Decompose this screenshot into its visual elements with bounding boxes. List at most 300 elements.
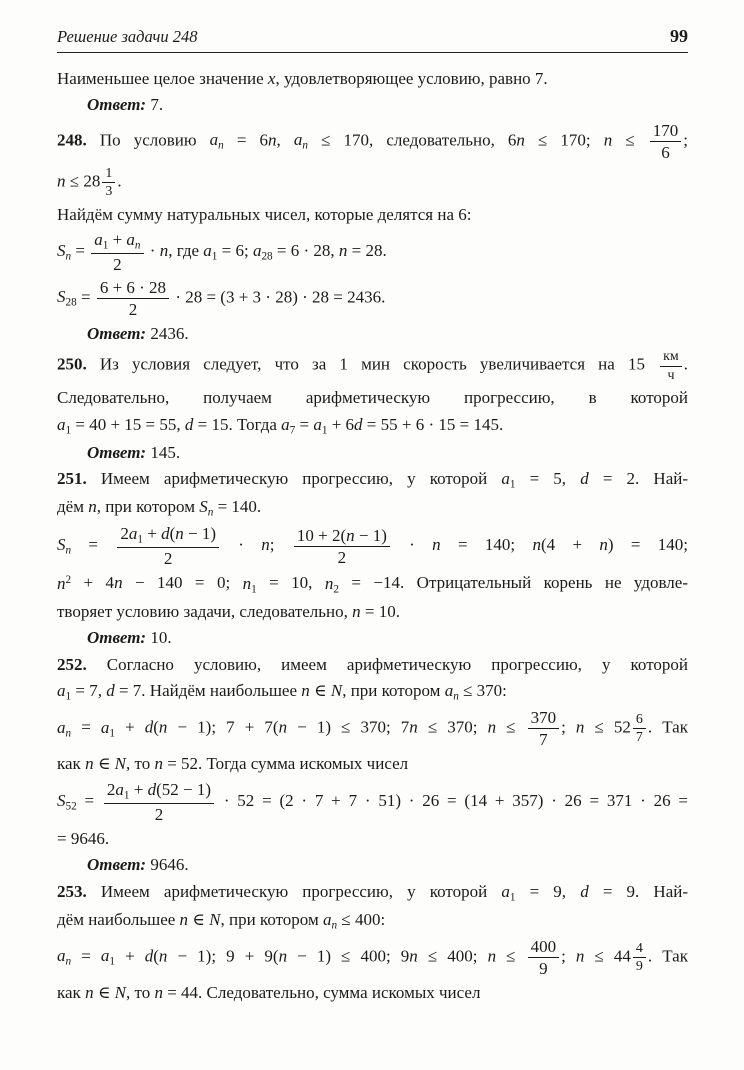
text-run: ∈ bbox=[93, 982, 115, 1002]
variable-base: a bbox=[100, 946, 110, 966]
text-line bbox=[57, 627, 688, 649]
math-variable: n bbox=[268, 130, 277, 150]
math-variable: n bbox=[158, 717, 168, 737]
subscript: 28 bbox=[65, 296, 77, 309]
fraction-numerator bbox=[102, 166, 115, 183]
fraction-denominator bbox=[110, 254, 125, 274]
text-run: + bbox=[114, 717, 145, 737]
fraction-numerator bbox=[528, 708, 560, 729]
text-run: = 140. bbox=[213, 497, 262, 517]
text-run: 2 bbox=[154, 804, 164, 824]
text-run: = 6 · 28, bbox=[272, 240, 339, 260]
math-variable bbox=[293, 130, 308, 152]
text-run: = 55 + 6 · 15 = 145. bbox=[362, 414, 504, 434]
text-run: = bbox=[76, 790, 102, 810]
variable-base: a bbox=[281, 414, 290, 434]
text-run: Наименьшее целое значение bbox=[57, 69, 268, 88]
text-run: = 9, bbox=[515, 881, 581, 901]
text-run: . bbox=[117, 171, 122, 191]
math-variable bbox=[57, 535, 72, 557]
text-run: ≤ 170, следовательно, 6 bbox=[308, 130, 517, 150]
text-run: , то bbox=[126, 982, 155, 1002]
math-variable bbox=[57, 415, 71, 434]
variable-base: a bbox=[313, 414, 322, 434]
text-run: = 7. Найдём наибольшее bbox=[114, 681, 302, 701]
math-variable: n bbox=[575, 717, 585, 737]
math-variable: x bbox=[267, 69, 276, 88]
text-line bbox=[57, 982, 688, 1004]
subscript: n bbox=[134, 239, 141, 252]
page-number: 99 bbox=[670, 26, 688, 46]
subscript: 1 bbox=[65, 690, 72, 703]
text-line bbox=[57, 572, 688, 596]
text-run: 9646. bbox=[146, 855, 189, 875]
fraction-numerator bbox=[633, 941, 646, 958]
text-line bbox=[57, 323, 688, 345]
subscript: n bbox=[65, 955, 72, 968]
text-run: (4 + bbox=[540, 535, 600, 555]
text-line bbox=[57, 442, 688, 464]
text-run: ≤ 370; bbox=[417, 717, 488, 737]
fraction bbox=[633, 712, 646, 746]
text-line bbox=[57, 204, 688, 226]
text-run: · 28 = (3 + 3 · 28) · 28 = 2436. bbox=[171, 287, 386, 307]
text-line bbox=[57, 937, 688, 978]
math-variable: n bbox=[487, 946, 497, 966]
fraction bbox=[528, 708, 560, 749]
text-run: ; bbox=[561, 717, 576, 737]
answer-label: Ответ: bbox=[87, 442, 147, 462]
math-variable: n bbox=[432, 535, 441, 555]
math-variable: n bbox=[114, 573, 123, 593]
text-run: ≤ 44 bbox=[584, 946, 631, 966]
text-run: ( bbox=[153, 946, 159, 966]
fraction bbox=[650, 121, 682, 162]
variable-base: a bbox=[128, 524, 138, 544]
fraction bbox=[102, 166, 115, 200]
text-run: Из условия следует, что за 1 мин скорость увеличивается на 15 bbox=[86, 355, 659, 375]
math-variable: d bbox=[144, 946, 154, 966]
subscript: n bbox=[218, 139, 224, 152]
text-run: ≤ 170; bbox=[524, 130, 604, 150]
subscript: 1 bbox=[137, 533, 143, 546]
fraction bbox=[104, 780, 214, 824]
text-run: − 1) bbox=[354, 525, 387, 545]
math-variable bbox=[100, 717, 115, 740]
text-line bbox=[57, 524, 688, 568]
text-run: ≤ 400; bbox=[417, 946, 488, 966]
variable-base: S bbox=[57, 287, 66, 307]
math-variable bbox=[57, 287, 77, 309]
text-run: Имеем арифметическую прогрессию, у которой bbox=[86, 469, 502, 489]
math-variable bbox=[57, 791, 77, 810]
math-variable bbox=[115, 779, 130, 802]
problem-number: 251. bbox=[57, 469, 87, 489]
subscript: 28 bbox=[261, 250, 273, 263]
math-variable bbox=[313, 415, 327, 434]
text-run: 3 bbox=[105, 184, 113, 200]
fraction-denominator bbox=[335, 547, 350, 567]
fraction-denominator bbox=[633, 958, 646, 974]
text-run: 4 bbox=[635, 940, 643, 956]
variable-base: n bbox=[242, 573, 252, 593]
math-variable: n bbox=[85, 982, 94, 1002]
text-run: Имеем арифметическую прогрессию, у которой bbox=[86, 881, 502, 901]
text-run: 1 bbox=[105, 165, 113, 181]
text-run: ∈ bbox=[309, 681, 331, 701]
variable-base: S bbox=[57, 240, 66, 260]
math-variable: N bbox=[330, 681, 343, 701]
problem-number: 253. bbox=[57, 881, 87, 901]
math-variable bbox=[209, 130, 224, 152]
math-variable bbox=[57, 240, 72, 263]
running-title: Решение задачи 248 bbox=[57, 27, 198, 46]
variable-base: n bbox=[324, 573, 334, 593]
text-run: = 7, bbox=[71, 681, 107, 701]
math-variable: n bbox=[179, 909, 189, 929]
text-run: 6 + 6 · 28 bbox=[99, 277, 167, 297]
variable-base: a bbox=[115, 779, 124, 799]
math-variable bbox=[57, 946, 72, 968]
text-run: 400 bbox=[530, 936, 557, 956]
math-variable: n bbox=[487, 717, 497, 737]
variable-base: a bbox=[57, 414, 66, 434]
text-line bbox=[57, 780, 688, 824]
math-variable: N bbox=[114, 982, 126, 1002]
variable-base: a bbox=[100, 717, 110, 737]
math-variable: n bbox=[603, 130, 613, 150]
subscript: n bbox=[65, 250, 72, 263]
text-run: 2 bbox=[163, 549, 173, 569]
fraction-denominator bbox=[152, 804, 167, 824]
subscript: 2 bbox=[333, 582, 339, 595]
text-line bbox=[57, 854, 688, 876]
text-line bbox=[57, 828, 688, 850]
text-line bbox=[57, 387, 688, 409]
math-variable bbox=[100, 946, 115, 968]
text-run: По условию bbox=[86, 130, 210, 150]
math-variable bbox=[252, 240, 273, 263]
text-run: Согласно условию, имеем арифметическую прогрессию, у которой bbox=[86, 654, 688, 674]
math-variable: n bbox=[409, 717, 418, 737]
text-run: 7. bbox=[146, 95, 164, 115]
subscript: 1 bbox=[102, 239, 109, 252]
text-run: = 6; bbox=[217, 240, 253, 260]
math-variable: d bbox=[144, 717, 154, 737]
fraction-denominator bbox=[633, 729, 646, 745]
math-variable: n bbox=[532, 535, 541, 555]
text-run: (52 − 1) bbox=[156, 779, 212, 799]
math-variable: n bbox=[154, 982, 163, 1002]
text-line bbox=[57, 94, 688, 116]
fraction-numerator bbox=[660, 349, 682, 366]
text-run: , при котором bbox=[96, 497, 200, 517]
math-variable: n bbox=[57, 171, 66, 191]
variable-base: S bbox=[57, 535, 66, 555]
subscript: n bbox=[302, 139, 308, 152]
fraction-numerator bbox=[91, 230, 143, 254]
text-run: дём bbox=[57, 497, 89, 517]
text-run: ∈ bbox=[188, 909, 210, 929]
subscript: n bbox=[207, 506, 214, 519]
fraction-numerator bbox=[650, 121, 682, 142]
answer-label: Ответ: bbox=[87, 95, 147, 115]
text-run: Найдём сумму натуральных чисел, которые делятся на 6: bbox=[57, 204, 472, 224]
answer-label: Ответ: bbox=[87, 855, 147, 875]
subscript: 7 bbox=[289, 423, 296, 436]
math-variable: d bbox=[106, 681, 115, 701]
text-run: , bbox=[276, 130, 294, 150]
problem-number: 250. bbox=[57, 355, 87, 375]
text-run: = 15. Тогда bbox=[193, 414, 282, 434]
math-variable: n bbox=[261, 535, 270, 555]
text-run: − 1); 9 + 9( bbox=[167, 946, 279, 966]
text-run: = −14. Отрицательный корень не удовле- bbox=[338, 573, 688, 593]
text-run: + 6 bbox=[327, 414, 355, 434]
text-run: − 1) ≤ 400; 9 bbox=[287, 946, 410, 966]
variable-base: a bbox=[57, 681, 66, 701]
text-run: 170 bbox=[652, 120, 679, 140]
text-run: + bbox=[108, 230, 127, 250]
fraction-denominator bbox=[658, 142, 673, 162]
text-line bbox=[57, 349, 688, 383]
math-variable bbox=[325, 574, 339, 593]
text-line bbox=[57, 414, 688, 438]
math-variable: n bbox=[409, 946, 418, 966]
text-line bbox=[57, 468, 688, 492]
math-variable: n bbox=[346, 525, 355, 545]
page-header bbox=[57, 26, 688, 53]
text-line bbox=[57, 68, 688, 90]
math-variable: n bbox=[301, 681, 310, 701]
text-run: как bbox=[57, 754, 86, 774]
text-run: = 9646. bbox=[57, 828, 110, 848]
variable-base: a bbox=[293, 130, 303, 150]
variable-base: a bbox=[444, 681, 454, 701]
text-run: 10 + 2( bbox=[296, 525, 347, 545]
text-run: . bbox=[683, 355, 688, 375]
math-variable: n bbox=[278, 946, 288, 966]
math-variable: d bbox=[147, 779, 157, 799]
text-run: 9 bbox=[539, 958, 548, 978]
math-variable bbox=[128, 524, 143, 546]
subscript: n bbox=[331, 919, 338, 932]
text-line bbox=[57, 753, 688, 775]
text-run: ≤ 370: bbox=[458, 681, 507, 701]
text-run: − 1) ≤ 370; 7 bbox=[287, 717, 410, 737]
subscript: 1 bbox=[211, 250, 218, 263]
text-run: 6 bbox=[635, 711, 643, 727]
fraction-denominator bbox=[536, 958, 551, 978]
variable-base: a bbox=[126, 230, 135, 250]
math-variable bbox=[501, 469, 516, 491]
fraction bbox=[528, 937, 560, 978]
math-variable bbox=[243, 574, 257, 593]
fraction bbox=[91, 230, 143, 274]
text-run: ≤ bbox=[496, 946, 526, 966]
fraction-numerator bbox=[117, 524, 219, 548]
math-variable: n bbox=[352, 601, 361, 621]
math-variable: d bbox=[354, 414, 363, 434]
text-run: = bbox=[295, 414, 314, 434]
text-run: 2 bbox=[120, 524, 129, 544]
text-run: = 6 bbox=[223, 130, 269, 150]
math-variable bbox=[126, 230, 141, 252]
subscript: 1 bbox=[109, 727, 115, 740]
text-run: ; bbox=[683, 130, 688, 150]
problem-number: 248. bbox=[57, 130, 87, 150]
math-variable bbox=[444, 681, 459, 703]
math-variable: n bbox=[278, 717, 288, 737]
math-variable bbox=[203, 240, 218, 263]
text-run: км bbox=[663, 349, 679, 365]
problem-number: 252. bbox=[57, 654, 87, 674]
text-line bbox=[57, 278, 688, 319]
math-variable bbox=[57, 681, 72, 703]
text-line bbox=[57, 230, 688, 274]
text-run: + bbox=[129, 779, 148, 799]
variable-base: S bbox=[199, 497, 208, 517]
text-run: ≤ 400: bbox=[337, 909, 386, 929]
fraction-numerator bbox=[97, 278, 169, 299]
text-run: · 52 = (2 · 7 + 7 · 51) · 26 = (14 + 357) · 26 = 371 · 26 = bbox=[216, 790, 688, 810]
math-variable: N bbox=[209, 909, 221, 929]
math-variable bbox=[57, 717, 72, 740]
variable-base: a bbox=[203, 240, 212, 260]
text-run: 2 bbox=[337, 547, 347, 567]
subscript: 1 bbox=[509, 890, 516, 903]
text-line bbox=[57, 166, 688, 200]
text-run: − 140 = 0; bbox=[122, 573, 243, 593]
text-run: ≤ bbox=[612, 130, 648, 150]
text-run: 10. bbox=[146, 628, 172, 648]
math-variable bbox=[199, 497, 214, 519]
text-line bbox=[57, 601, 688, 623]
math-variable: n bbox=[88, 497, 97, 517]
fraction bbox=[97, 278, 169, 319]
fraction-numerator bbox=[528, 937, 560, 958]
fraction-denominator bbox=[102, 183, 115, 199]
text-run: − 1) bbox=[183, 524, 216, 544]
text-run: 2436. bbox=[146, 324, 189, 344]
text-run: ) = 140; bbox=[607, 535, 688, 555]
variable-base: a bbox=[501, 881, 510, 901]
text-run: 2 bbox=[128, 300, 138, 320]
text-run: · bbox=[145, 240, 160, 260]
subscript: 1 bbox=[109, 955, 115, 968]
fraction-numerator bbox=[104, 780, 214, 804]
document-body bbox=[57, 68, 688, 1004]
math-variable: n bbox=[159, 240, 169, 260]
text-run: Следовательно, получаем арифметическую прогрессию, в которой bbox=[57, 388, 688, 408]
math-variable: d bbox=[184, 414, 194, 434]
fraction-denominator bbox=[126, 299, 141, 319]
subscript: n bbox=[453, 690, 459, 703]
text-line bbox=[57, 121, 688, 162]
text-run: + bbox=[142, 524, 162, 544]
text-run: ≤ bbox=[496, 717, 526, 737]
variable-base: a bbox=[501, 469, 510, 489]
math-variable: n bbox=[575, 946, 585, 966]
math-variable: d bbox=[580, 469, 589, 489]
text-line bbox=[57, 708, 688, 749]
math-variable: n bbox=[175, 524, 184, 544]
math-variable: d bbox=[161, 524, 170, 544]
text-run: = 140; bbox=[440, 535, 533, 555]
text-run: . Так bbox=[647, 946, 688, 966]
text-run: как bbox=[57, 982, 86, 1002]
math-variable: n bbox=[85, 754, 94, 774]
variable-base: a bbox=[252, 240, 262, 260]
text-run: 145. bbox=[146, 442, 181, 462]
fraction-denominator bbox=[161, 548, 176, 568]
fraction bbox=[660, 349, 682, 383]
superscript: 2 bbox=[65, 573, 72, 586]
math-variable bbox=[501, 882, 515, 901]
text-run: = 40 + 15 = 55, bbox=[71, 414, 185, 434]
text-run: · bbox=[220, 535, 262, 555]
text-run: 370 bbox=[530, 708, 557, 728]
text-run: 6 bbox=[661, 142, 670, 162]
math-variable: n bbox=[154, 754, 163, 774]
variable-base: n bbox=[57, 573, 66, 593]
fraction bbox=[633, 941, 646, 975]
subscript: 1 bbox=[123, 789, 130, 802]
fraction-numerator bbox=[294, 526, 390, 547]
text-run: ( bbox=[153, 717, 159, 737]
text-run: = 10, bbox=[256, 573, 325, 593]
text-run: ( bbox=[169, 524, 176, 544]
math-variable: n bbox=[599, 535, 608, 555]
subscript: n bbox=[65, 727, 72, 740]
text-run: − 1); 7 + 7( bbox=[167, 717, 279, 737]
text-run: , при котором bbox=[220, 909, 323, 929]
text-run: = 2. Най- bbox=[588, 469, 688, 489]
text-run: ≤ 28 bbox=[65, 171, 101, 191]
text-run: . Так bbox=[647, 717, 688, 737]
text-run: = bbox=[76, 287, 95, 307]
fraction-numerator bbox=[633, 712, 646, 729]
math-variable bbox=[281, 415, 295, 434]
fraction-denominator bbox=[536, 729, 551, 749]
text-run: дём наибольшее bbox=[57, 909, 180, 929]
variable-base: a bbox=[57, 717, 66, 737]
text-run: 7 bbox=[635, 730, 643, 746]
text-run: = 9. Най- bbox=[588, 881, 688, 901]
text-run: = 28. bbox=[347, 240, 387, 260]
subscript: 1 bbox=[321, 423, 328, 436]
math-variable bbox=[323, 909, 338, 932]
variable-base: S bbox=[57, 790, 66, 810]
text-run: = 10. bbox=[360, 601, 400, 621]
math-variable: n bbox=[158, 946, 168, 966]
math-variable bbox=[94, 230, 109, 252]
subscript: 52 bbox=[65, 799, 77, 812]
text-run: , при котором bbox=[342, 681, 445, 701]
math-variable: n bbox=[516, 130, 525, 150]
text-run: , где bbox=[168, 240, 204, 260]
text-run: + bbox=[114, 946, 145, 966]
text-run: = 52. Тогда сумма искомых чисел bbox=[162, 754, 409, 774]
text-run: 2 bbox=[113, 254, 122, 274]
variable-base: a bbox=[209, 130, 219, 150]
fraction bbox=[294, 526, 390, 567]
math-variable: N bbox=[114, 754, 126, 774]
answer-label: Ответ: bbox=[87, 628, 147, 648]
text-run: + 4 bbox=[71, 573, 115, 593]
text-run: = bbox=[71, 717, 101, 737]
fraction bbox=[117, 524, 219, 568]
